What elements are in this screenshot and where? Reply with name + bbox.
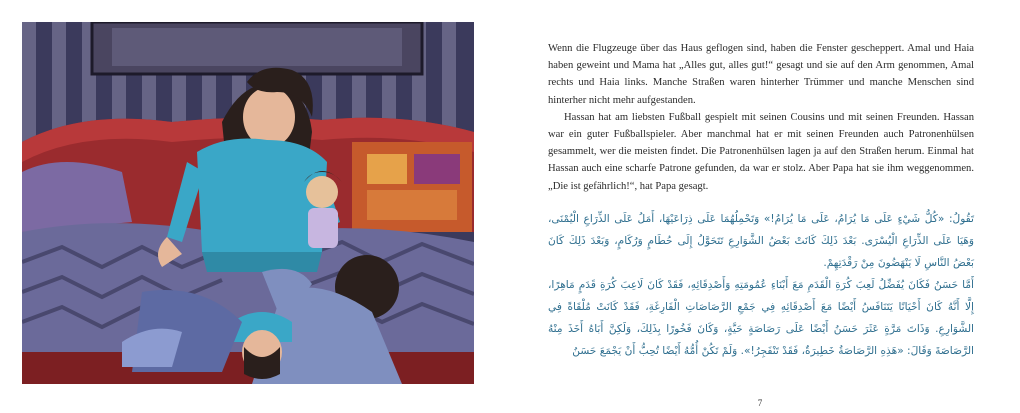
story-illustration <box>22 22 474 384</box>
german-paragraph-2-text: Hassan hat am liebsten Fußball gespielt mit seinen Cousins und mit seinen Freunden. Hassan war ein guter Fußballspieler. Aber manchmal hat er mit seinen Freunden auch Patronenhülsen gesammelt, wer die meisten findet. Die Patronenhülsen lagen ja auf den Straßen herum. Einmal hat Hassan auch eine scharfe Patrone gefunden, da war er stolz. Aber Papa hat sie ihm weggenommen. „Die ist gefährlich!“, hat Papa gesagt. <box>548 111 974 192</box>
children-in-bedroom-illustration-icon <box>22 22 474 384</box>
arabic-paragraph-2: أَمَّا حَسَنُ فَكَانَ يُفَضِّلُ لَعِبَ كُرَةِ الْقَدَمِ مَعَ أَبْنَاءِ عُمُومَتِهِ وَأَصْدِقَائِهِ، فَقَدْ كَانَ لَاعِبَ كُرَةِ قَدَمٍ مَاهِرًا، إِلَّا أَنَّهُ كَانَ أَحْيَانًا يَتَنَافَسُ أَيْضًا مَعَ أَصْدِقَائِهِ فِي جَمْعِ الرَّصَاصَاتِ الْفَارِغَةِ، فَقَدْ كَانَتْ مُلْقَاةً فِي الشَّوَارِعِ. وَذَاتَ مَرَّةٍ عَثَرَ حَسَنُ أَيْضًا عَلَى رَصَاصَةٍ حَيَّةٍ، وَكَانَ فَخُورًا بِذَلِكَ، وَلَكِنَّ أَبَاهُ أَخَذَ مِنْهُ الرَّصَاصَةَ وَقَالَ: «هَذِهِ الرَّصَاصَةُ خَطِيرَةٌ، فَقَدْ تَنْفَجِرُ!». وَلَمْ تَكُنْ أُمُّهُ أَيْضًا تُحِبُّ أَنْ يَجْمَعَ حَسَنُ <box>548 279 974 357</box>
arabic-text-block <box>548 208 974 362</box>
german-text-block <box>548 40 974 195</box>
arabic-paragraph-1: تَقُولُ: «كُلُّ شَيْءٍ عَلَى مَا يُرَامُ، عَلَى مَا يُرَامُ!» وَتَحْمِلُهُمَا عَلَى ذِرَاعَيْهَا، أَمَلُ عَلَى الذِّرَاعِ الْيُمْنَى، وَهَيَا عَلَى الذِّرَاعِ الْيُسْرَى. بَعْدَ ذَلِكَ كَانَتْ بَعْضُ الشَّوَارِعِ تَتَحَوَّلُ إِلَى حُطَامٍ وَرُكَامٍ، وَبَعْدَ ذَلِكَ كَانَ بَعْضُ النَّاسِ لَا يَنْهَضُونَ مِنْ رَقْدَتِهِمْ. <box>548 213 974 269</box>
page-number: 7 <box>757 398 763 408</box>
german-paragraph-1: Wenn die Flugzeuge über das Haus geflogen sind, haben die Fenster gescheppert. Amal und Haia haben geweint und Mama hat „Alles gut, alles gut!“ gesagt und sie auf den Arm genommen, Amal rechts und Haia links. Manche Straßen waren hinterher Trümmer und manche Menschen sind hinterher nicht mehr aufgestanden. <box>548 43 974 106</box>
german-paragraph-2 <box>548 109 974 195</box>
